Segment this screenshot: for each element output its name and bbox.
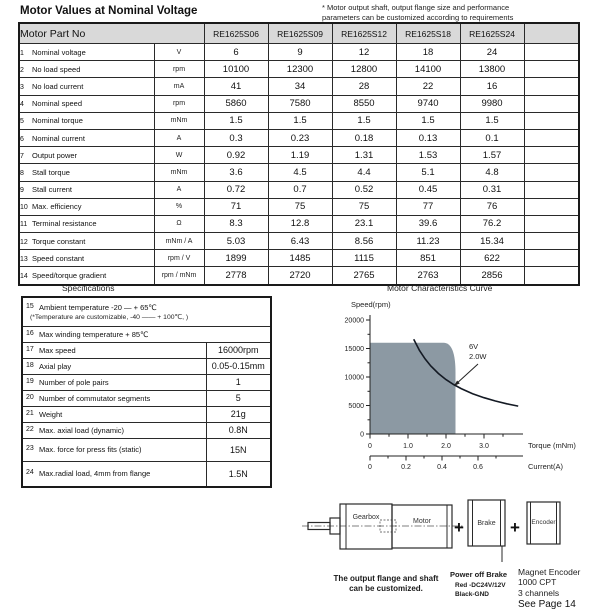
unit-cell: A: [154, 129, 204, 146]
value-cell: 11.23: [396, 233, 460, 250]
table-row: [19, 250, 579, 267]
value-cell: 39.6: [396, 215, 460, 232]
encoder-caption-line: 3 channels: [518, 587, 560, 598]
value-cell: 2765: [332, 267, 396, 285]
table-row: [19, 95, 579, 112]
value-cell: 3.6: [204, 164, 268, 181]
spec-label: Weight: [39, 409, 63, 419]
value-cell: 1485: [268, 250, 332, 267]
spec-row: [22, 342, 271, 358]
spec-label: Axial play: [39, 361, 72, 371]
row-number: 5: [20, 118, 24, 126]
row-label: Terminal resistance: [32, 219, 97, 229]
row-number: 9: [20, 187, 24, 195]
spec-row: [22, 358, 271, 374]
spec-label-cell: [22, 342, 206, 358]
gearbox-body: [340, 504, 392, 549]
row-label-cell: [19, 44, 154, 61]
value-cell: 4.8: [460, 164, 524, 181]
unit-cell: mA: [154, 78, 204, 95]
table-row: [19, 78, 579, 95]
row-label: No load current: [32, 81, 84, 91]
value-cell: 0.13: [396, 129, 460, 146]
curve-annotation-power: 2.0W: [469, 352, 487, 361]
torque-axis-label: Torque (mNm): [528, 441, 576, 450]
value-cell: 22: [396, 78, 460, 95]
row-number: 21: [26, 409, 34, 417]
spec-label: Max. force for press fits (static): [39, 445, 142, 454]
table-row: [19, 233, 579, 250]
empty-cell: [524, 147, 579, 164]
row-number: 24: [26, 469, 34, 477]
table-row: [19, 147, 579, 164]
value-cell: 41: [204, 78, 268, 95]
value-cell: 18: [396, 44, 460, 61]
value-cell: 12: [332, 44, 396, 61]
empty-cell: [524, 198, 579, 215]
value-cell: 14100: [396, 61, 460, 78]
value-cell: 2778: [204, 267, 268, 285]
spec-value-cell: 0.05-0.15mm: [206, 358, 271, 374]
table-row: [19, 112, 579, 129]
spec-label: Number of pole pairs: [39, 377, 109, 387]
table-row: [19, 129, 579, 146]
column-header-part: RE1625S18: [396, 23, 460, 44]
value-cell: 2856: [460, 267, 524, 285]
value-cell: 1.5: [268, 112, 332, 129]
row-label: Nominal voltage: [32, 47, 86, 57]
spec-row: [22, 422, 271, 438]
value-cell: 12.8: [268, 215, 332, 232]
value-cell: 9740: [396, 95, 460, 112]
value-cell: 2763: [396, 267, 460, 285]
row-label-cell: [19, 78, 154, 95]
empty-cell: [524, 267, 579, 285]
value-cell: 0.7: [268, 181, 332, 198]
unit-cell: mNm: [154, 112, 204, 129]
column-header-part: RE1625S09: [268, 23, 332, 44]
table-row: [19, 164, 579, 181]
svg-text:5000: 5000: [348, 403, 364, 410]
spec-value-cell: 0.8N: [206, 422, 271, 438]
row-label: Speed constant: [32, 253, 85, 263]
row-number: 4: [20, 101, 24, 109]
unit-cell: V: [154, 44, 204, 61]
row-label: Torque constant: [32, 236, 86, 246]
row-number: 14: [20, 273, 28, 281]
row-number: 8: [20, 169, 24, 177]
unit-cell: mNm / A: [154, 233, 204, 250]
empty-cell: [524, 250, 579, 267]
table-row: [19, 267, 579, 285]
brake-wire-black: Black-GND: [455, 591, 489, 598]
svg-text:0.2: 0.2: [401, 464, 411, 471]
column-header-part: RE1625S06: [204, 23, 268, 44]
row-label: No load speed: [32, 64, 81, 74]
note-line-1: * Motor output shaft, output flange size and performance: [322, 3, 510, 12]
row-number: 13: [20, 255, 28, 263]
unit-cell: A: [154, 181, 204, 198]
svg-text:20000: 20000: [344, 317, 364, 325]
motor-label: Motor: [413, 518, 431, 525]
value-cell: 622: [460, 250, 524, 267]
flange-caption-line: The output flange and shaft: [333, 574, 439, 583]
svg-text:0.4: 0.4: [437, 464, 447, 471]
value-cell: 0.3: [204, 129, 268, 146]
value-cell: 1.57: [460, 147, 524, 164]
value-cell: 9980: [460, 95, 524, 112]
annotation-arrow: [455, 364, 478, 385]
value-cell: 75: [332, 198, 396, 215]
row-number: 18: [26, 361, 34, 369]
svg-text:15000: 15000: [344, 346, 364, 353]
customization-note: [322, 3, 584, 23]
row-label-cell: [19, 250, 154, 267]
empty-cell: [524, 112, 579, 129]
column-header-empty: [524, 23, 579, 44]
row-number: 10: [20, 204, 28, 212]
table-row: [19, 215, 579, 232]
unit-cell: rpm: [154, 95, 204, 112]
encoder-caption: [518, 567, 598, 611]
spec-row: [22, 374, 271, 390]
empty-cell: [524, 78, 579, 95]
row-number: 11: [20, 221, 28, 229]
value-cell: 1.31: [332, 147, 396, 164]
spec-note: (*Temperature are customizable, -40 —— + 100℃, ): [30, 313, 189, 321]
gearbox-label: Gearbox: [352, 514, 380, 521]
row-label-cell: [19, 181, 154, 198]
curve-annotation-voltage: 6V: [469, 342, 479, 351]
spec-label-cell: [22, 438, 206, 461]
value-cell: 1899: [204, 250, 268, 267]
row-label: Stall torque: [32, 167, 70, 177]
row-number: 23: [26, 445, 34, 452]
value-cell: 4.5: [268, 164, 332, 181]
value-cell: 851: [396, 250, 460, 267]
empty-cell: [524, 181, 579, 198]
empty-cell: [524, 44, 579, 61]
value-cell: 0.92: [204, 147, 268, 164]
column-header-part: RE1625S12: [332, 23, 396, 44]
value-cell: 1.5: [460, 112, 524, 129]
flange-caption-line: can be customized.: [349, 584, 423, 593]
spec-label-cell: [22, 358, 206, 374]
unit-cell: Ω: [154, 215, 204, 232]
operating-region: [370, 343, 456, 434]
unit-cell: %: [154, 198, 204, 215]
spec-value-cell: 21g: [206, 406, 271, 422]
value-cell: 28: [332, 78, 396, 95]
plus-icon: +: [454, 518, 464, 537]
value-cell: 1115: [332, 250, 396, 267]
unit-cell: rpm / V: [154, 250, 204, 267]
value-cell: 8550: [332, 95, 396, 112]
table-header-row: [19, 23, 579, 44]
chart-heading: Motor Characteristics Curve: [387, 283, 493, 293]
motor-values-table: [18, 22, 580, 286]
spec-label: Max.radial load, 4mm from flange: [39, 469, 151, 479]
empty-cell: [524, 164, 579, 181]
svg-text:10000: 10000: [344, 374, 364, 382]
row-number: 19: [26, 377, 34, 385]
value-cell: 77: [396, 198, 460, 215]
value-cell: 5.1: [396, 164, 460, 181]
unit-cell: rpm / mNm: [154, 267, 204, 285]
svg-text:0: 0: [360, 431, 364, 439]
svg-text:1.0: 1.0: [403, 443, 413, 450]
spec-label-cell: [22, 461, 206, 487]
value-cell: 23.1: [332, 215, 396, 232]
value-cell: 0.45: [396, 181, 460, 198]
spec-row: [22, 461, 271, 487]
row-label-cell: [19, 233, 154, 250]
y-axis-label: Speed(rpm): [351, 300, 391, 309]
spec-label-cell: [22, 326, 271, 342]
unit-cell: W: [154, 147, 204, 164]
value-cell: 5860: [204, 95, 268, 112]
row-label: Stall current: [32, 185, 73, 195]
row-label: Output power: [32, 150, 78, 160]
value-cell: 6.43: [268, 233, 332, 250]
empty-cell: [524, 95, 579, 112]
row-number: 15: [26, 302, 34, 310]
column-header-part-no: Motor Part No: [19, 23, 204, 44]
motor-characteristics-chart: [345, 296, 595, 481]
svg-text:0.6: 0.6: [473, 464, 483, 471]
value-cell: 15.34: [460, 233, 524, 250]
motor-body: [392, 505, 452, 548]
value-cell: 6: [204, 44, 268, 61]
encoder-label: Encoder: [531, 519, 556, 526]
row-number: 17: [26, 345, 34, 353]
specifications-table: [21, 296, 272, 488]
unit-cell: rpm: [154, 61, 204, 78]
row-label-cell: [19, 198, 154, 215]
row-label: Speed/torque gradient: [32, 271, 107, 281]
brake-label: Brake: [477, 520, 496, 527]
note-line-2: parameters can be customized according to requirements: [322, 12, 514, 22]
value-cell: 10100: [204, 61, 268, 78]
empty-cell: [524, 61, 579, 78]
empty-cell: [524, 233, 579, 250]
table-row: [19, 44, 579, 61]
brake-caption: [450, 570, 516, 598]
spec-label: Max winding temperature + 85℃: [39, 329, 149, 339]
table-row: [19, 181, 579, 198]
row-number: 20: [26, 393, 34, 401]
row-label: Max. efficiency: [32, 202, 82, 212]
flange-caption: [316, 574, 456, 594]
encoder-caption-line: Magnet Encoder: [518, 567, 581, 577]
svg-text:3.0: 3.0: [479, 443, 489, 450]
row-number: 3: [20, 83, 24, 91]
empty-cell: [524, 215, 579, 232]
value-cell: 4.4: [332, 164, 396, 181]
value-cell: 1.53: [396, 147, 460, 164]
value-cell: 0.18: [332, 129, 396, 146]
value-cell: 1.5: [204, 112, 268, 129]
spec-row: [22, 438, 271, 461]
row-label-cell: [19, 164, 154, 181]
spec-value-cell: 1.5N: [206, 461, 271, 487]
value-cell: 12800: [332, 61, 396, 78]
page-title: Motor Values at Nominal Voltage: [20, 5, 198, 17]
value-cell: 9: [268, 44, 332, 61]
spec-row: [22, 390, 271, 406]
plus-icon: +: [510, 518, 520, 537]
spec-row: [22, 297, 271, 326]
value-cell: 2720: [268, 267, 332, 285]
value-cell: 75: [268, 198, 332, 215]
unit-cell: mNm: [154, 164, 204, 181]
value-cell: 1.19: [268, 147, 332, 164]
value-cell: 1.5: [332, 112, 396, 129]
row-label-cell: [19, 112, 154, 129]
spec-label: Number of commutator segments: [39, 393, 151, 403]
row-number: 1: [20, 49, 24, 57]
spec-label-cell: [22, 297, 271, 326]
spec-value-cell: 1: [206, 374, 271, 390]
row-number: 16: [26, 329, 34, 337]
row-number: 22: [26, 425, 34, 433]
row-label-cell: [19, 61, 154, 78]
value-cell: 0.52: [332, 181, 396, 198]
spec-label-cell: [22, 390, 206, 406]
table-row: [19, 61, 579, 78]
value-cell: 0.31: [460, 181, 524, 198]
value-cell: 0.72: [204, 181, 268, 198]
row-label: Nominal current: [32, 133, 85, 143]
encoder-caption-line: 1000 CPT: [518, 577, 557, 588]
value-cell: 7580: [268, 95, 332, 112]
see-page-reference: See Page 14: [518, 599, 576, 611]
row-label-cell: [19, 129, 154, 146]
value-cell: 12300: [268, 61, 332, 78]
row-label-cell: [19, 215, 154, 232]
brake-caption-title: Power off Brake: [450, 570, 508, 579]
value-cell: 5.03: [204, 233, 268, 250]
row-number: 12: [20, 238, 28, 246]
value-cell: 8.3: [204, 215, 268, 232]
value-cell: 76.2: [460, 215, 524, 232]
value-cell: 76: [460, 198, 524, 215]
svg-text:2.0: 2.0: [441, 443, 451, 450]
spec-label-cell: [22, 406, 206, 422]
row-label-cell: [19, 95, 154, 112]
row-label: Nominal torque: [32, 116, 83, 126]
row-label-cell: [19, 267, 154, 285]
spec-label-cell: [22, 422, 206, 438]
value-cell: 8.56: [332, 233, 396, 250]
row-label: Nominal speed: [32, 99, 83, 109]
spec-value-cell: 16000rpm: [206, 342, 271, 358]
value-cell: 0.1: [460, 129, 524, 146]
spec-label: Ambient temperature -20 — + 65℃: [39, 302, 157, 312]
svg-text:0: 0: [368, 443, 372, 450]
spec-label: Max speed: [39, 345, 76, 355]
value-cell: 13800: [460, 61, 524, 78]
spec-row: [22, 406, 271, 422]
spec-label: Max. axial load (dynamic): [39, 425, 125, 435]
empty-cell: [524, 129, 579, 146]
row-number: 7: [20, 152, 24, 160]
table-row: [19, 198, 579, 215]
value-cell: 71: [204, 198, 268, 215]
column-header-part: RE1625S24: [460, 23, 524, 44]
row-label-cell: [19, 147, 154, 164]
specifications-heading: Specifications: [62, 283, 115, 293]
value-cell: 24: [460, 44, 524, 61]
value-cell: 16: [460, 78, 524, 95]
value-cell: 0.23: [268, 129, 332, 146]
row-number: 6: [20, 135, 24, 143]
spec-value-cell: 15N: [206, 438, 271, 461]
spec-value-cell: 5: [206, 390, 271, 406]
current-axis-label: Current(A): [528, 462, 564, 471]
brake-wire-red: Red -DC24V/12V: [455, 581, 506, 589]
svg-text:0: 0: [368, 464, 372, 471]
row-number: 2: [20, 66, 24, 74]
value-cell: 34: [268, 78, 332, 95]
value-cell: 1.5: [396, 112, 460, 129]
spec-label-cell: [22, 374, 206, 390]
spec-row: [22, 326, 271, 342]
